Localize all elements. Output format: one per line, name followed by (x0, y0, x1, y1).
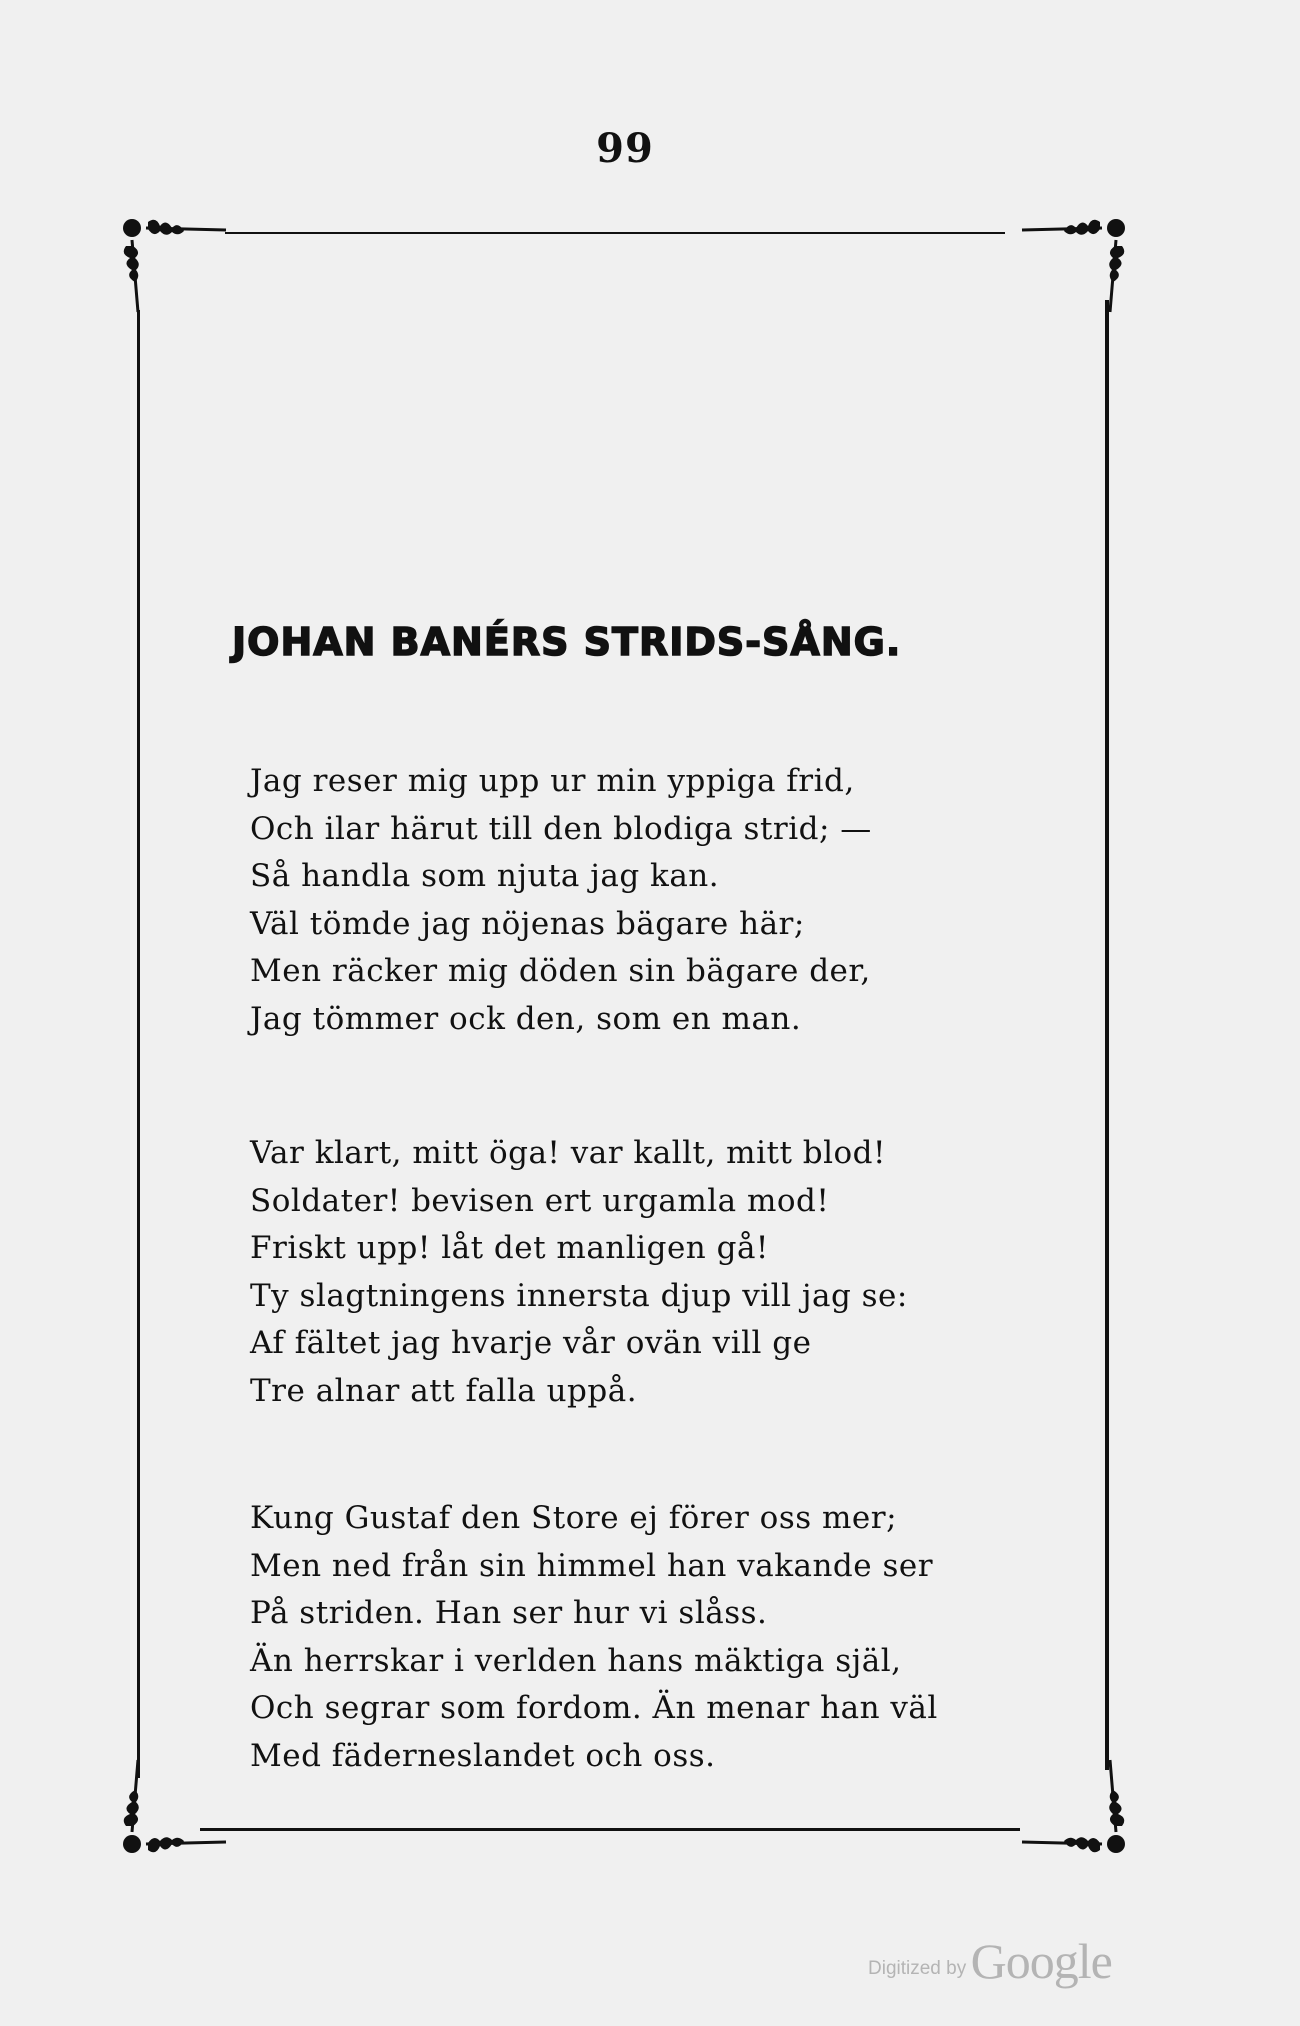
verse-line: Var klart, mitt öga! var kallt, mitt blod! (250, 1135, 886, 1171)
verse-line: Med fäderneslandet och oss. (250, 1737, 716, 1774)
verse-line: Ty slagtningens innersta djup vill jag se: (250, 1277, 908, 1314)
corner-ornament-icon (1020, 212, 1130, 322)
corner-ornament-icon (1020, 1750, 1130, 1860)
page-number: 99 (596, 125, 654, 172)
verse-line: Men ned från sin himmel han vakande ser (250, 1547, 934, 1584)
verse-line: Jag tömmer ock den, som en man. (250, 1000, 802, 1037)
verse-line: Och segrar som fordom. Än menar han väl (250, 1690, 938, 1726)
frame-top-rule (225, 232, 1005, 234)
verse-line: Jag reser mig upp ur min yppiga frid, (250, 763, 855, 799)
corner-ornament-icon (118, 212, 228, 322)
verse-line: Så handla som njuta jag kan. (250, 858, 720, 894)
verse-line: Soldater! bevisen ert urgamla mod! (250, 1182, 830, 1219)
verse-line: Af fältet jag hvarje vår ovän vill ge (250, 1325, 812, 1361)
google-logo: Google (970, 1933, 1112, 1989)
poem-title: JOHAN BANÉRS STRIDS-SÅNG. (232, 620, 902, 664)
frame-left-rule (137, 310, 140, 1778)
stanza (250, 758, 872, 1043)
verse-line: Friskt upp! låt det manligen gå! (250, 1230, 769, 1266)
verse-line: Tre alnar att falla uppå. (250, 1372, 638, 1409)
verse-line: Kung Gustaf den Store ej förer oss mer; (250, 1500, 898, 1536)
stanza (250, 1130, 908, 1415)
corner-ornament-icon (118, 1750, 228, 1860)
verse-line: Väl tömde jag nöjenas bägare här; (250, 905, 805, 942)
digitized-watermark (868, 1932, 1112, 1990)
watermark-prefix: Digitized by (868, 1958, 967, 1979)
verse-line: Och ilar härut till den blodiga strid; — (250, 810, 872, 847)
verse-line: Men räcker mig döden sin bägare der, (250, 953, 871, 989)
verse-line: På striden. Han ser hur vi slåss. (250, 1595, 768, 1631)
frame-right-rule (1105, 300, 1109, 1770)
verse-line: Än herrskar i verlden hans mäktiga själ, (250, 1642, 902, 1679)
stanza (250, 1495, 938, 1780)
frame-bottom-rule (200, 1828, 1020, 1831)
